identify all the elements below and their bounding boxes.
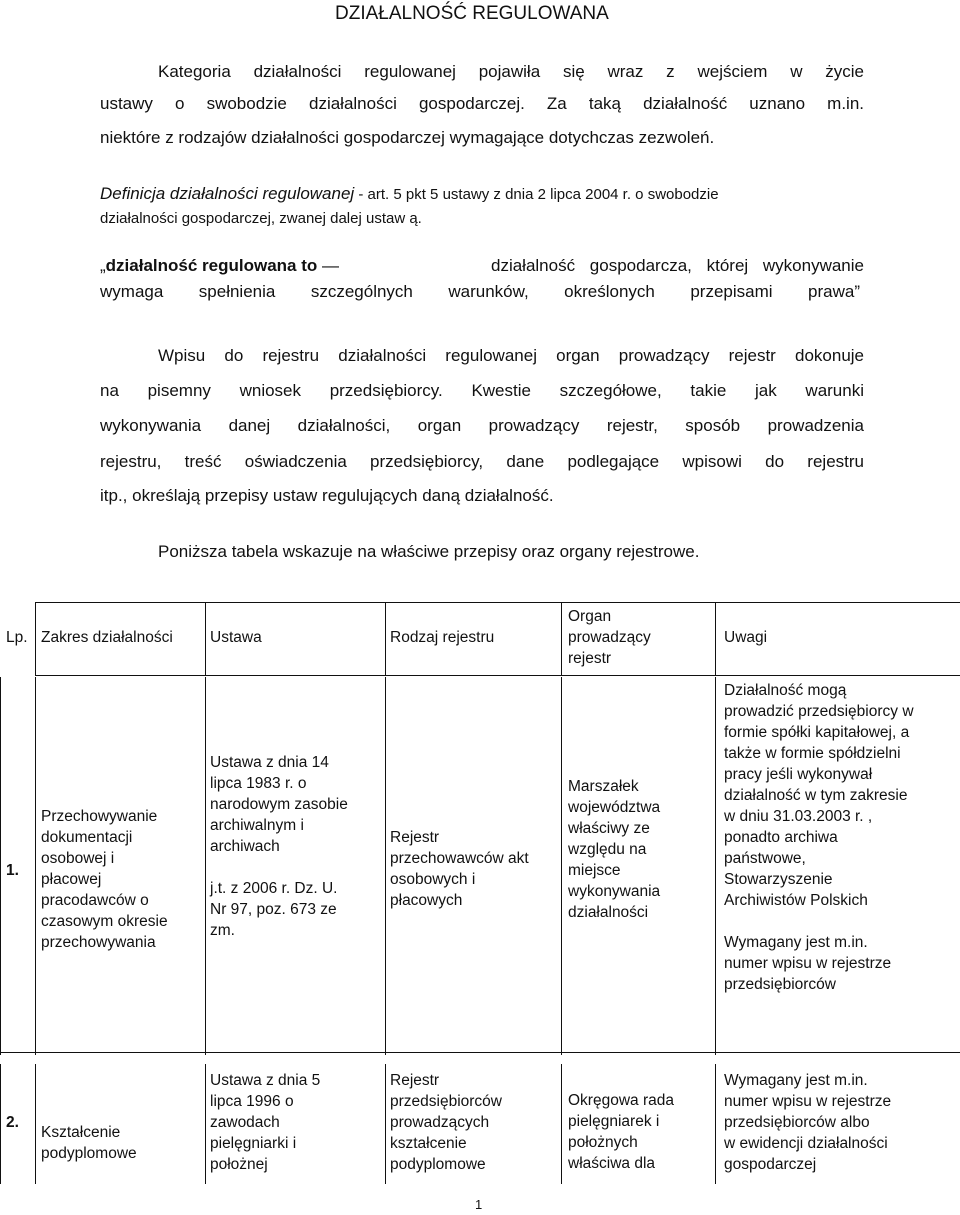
- cell-line: przedsiębiorców: [724, 976, 836, 993]
- header-organ-line: Organ: [568, 608, 612, 625]
- cell-line: zm.: [210, 922, 235, 939]
- cell-line: Wymagany jest m.in.: [724, 1072, 868, 1089]
- cell-line: Archiwistów Polskich: [724, 892, 868, 909]
- cell-line: w dniu 31.03.2003 r. ,: [724, 808, 873, 825]
- table-rule: [205, 677, 206, 1055]
- cell-line: [210, 857, 348, 878]
- paragraph2-line-5: itp., określają przepisy ustaw regulujących daną działalność.: [100, 486, 554, 505]
- cell-line: podyplomowe: [390, 1156, 486, 1173]
- table-rule: [715, 1064, 716, 1184]
- row2-lp: 2.: [6, 1114, 19, 1131]
- table-rule: [385, 602, 386, 675]
- row2-ustawa: [210, 1070, 320, 1175]
- cell-line: Ustawa z dnia 14: [210, 754, 329, 771]
- cell-line: względu na: [568, 841, 647, 858]
- quote-term: działalność regulowana to: [105, 256, 318, 275]
- definition-reference: - art. 5 pkt 5 ustawy z dnia 2 lipca 2004 r. o swobodzie: [354, 186, 719, 203]
- cell-line: formie spółki kapitałowej, a: [724, 724, 910, 741]
- quote-line-2-text: wymaga spełnienia szczególnych warunków, określonych przepisami prawa”: [100, 282, 860, 301]
- table-rule: [561, 677, 562, 1055]
- cell-line: archiwalnym i: [210, 817, 304, 834]
- header-rodzaj: Rodzaj rejestru: [390, 629, 495, 646]
- cell-line: ponadto archiwa: [724, 829, 838, 846]
- cell-line: czasowym okresie: [41, 913, 168, 930]
- table-rule: [561, 1064, 562, 1184]
- cell-line: wykonywania: [568, 883, 661, 900]
- cell-line: państwowe,: [724, 850, 806, 867]
- row2-uwagi: [724, 1070, 891, 1175]
- cell-line: Ustawa z dnia 5: [210, 1072, 321, 1089]
- cell-line: j.t. z 2006 r. Dz. U.: [210, 880, 338, 897]
- table-rule: [35, 602, 960, 603]
- paragraph2-line-4-text: rejestru, treść oświadczenia przedsiębiorcy, dane podlegające wpisowi do rejestru: [100, 452, 864, 471]
- cell-line: płacowych: [390, 892, 463, 909]
- cell-line: położnej: [210, 1156, 268, 1173]
- table-rule: [35, 602, 36, 675]
- cell-line: Działalność mogą: [724, 682, 847, 699]
- cell-line: pielęgniarek i: [568, 1113, 660, 1130]
- cell-line: Rejestr: [390, 1072, 440, 1089]
- cell-line: Nr 97, poz. 673 ze: [210, 901, 337, 918]
- cell-line: województwa: [568, 799, 661, 816]
- cell-line: kształcenie: [390, 1135, 467, 1152]
- definition-line-2: działalności gospodarczej, zwanej dalej ustaw ą.: [100, 210, 422, 227]
- cell-line: przedsiębiorców albo: [724, 1114, 870, 1131]
- row1-lp: 1.: [6, 862, 19, 879]
- quote-dash: —: [317, 256, 340, 275]
- cell-line: przechowawców akt: [390, 850, 529, 867]
- cell-line: dokumentacji: [41, 829, 133, 846]
- cell-line: gospodarczej: [724, 1156, 817, 1173]
- table-rule: [715, 602, 716, 675]
- cell-line: działalność w tym zakresie: [724, 787, 908, 804]
- table-rule: [715, 677, 716, 1055]
- cell-line: archiwach: [210, 838, 280, 855]
- cell-line: prowadzić przedsiębiorcy w: [724, 703, 914, 720]
- cell-line: Stowarzyszenie: [724, 871, 833, 888]
- cell-line: numer wpisu w rejestrze: [724, 955, 892, 972]
- table-rule: [385, 677, 386, 1055]
- cell-line: w ewidencji działalności: [724, 1135, 888, 1152]
- cell-line: [724, 911, 914, 932]
- cell-line: Wymagany jest m.in.: [724, 934, 868, 951]
- cell-line: płacowej: [41, 871, 102, 888]
- cell-line: numer wpisu w rejestrze: [724, 1093, 892, 1110]
- row2-zakres: [41, 1122, 137, 1164]
- page-number: 1: [475, 1197, 483, 1212]
- table-rule: [561, 602, 562, 675]
- quote-open-mark: „: [100, 256, 106, 275]
- cell-line: przedsiębiorców: [390, 1093, 502, 1110]
- cell-line: narodowym zasobie: [210, 796, 348, 813]
- cell-line: Okręgowa rada: [568, 1092, 674, 1109]
- row1-rodzaj: [390, 827, 529, 911]
- header-organ: [568, 606, 651, 669]
- row2-rodzaj: [390, 1070, 502, 1175]
- paragraph2-line-2-text: na pisemny wniosek przedsiębiorcy. Kwestie szczegółowe, takie jak warunki: [100, 381, 864, 400]
- cell-line: właściwa dla: [568, 1155, 656, 1172]
- table-rule: [35, 677, 36, 1055]
- header-organ-line: rejestr: [568, 650, 612, 667]
- cell-line: Rejestr: [390, 829, 440, 846]
- table-rule: [385, 1064, 386, 1184]
- row2-organ: [568, 1090, 674, 1174]
- cell-line: lipca 1996 o: [210, 1093, 294, 1110]
- cell-line: prowadzących: [390, 1114, 490, 1131]
- intro-line-2-text: ustawy o swobodzie działalności gospodarczej. Za taką działalność uznano m.in.: [100, 94, 864, 113]
- intro-line-1-text: Kategoria działalności regulowanej pojawiła się wraz z wejściem w życie: [158, 62, 864, 81]
- quote-rest: działalność gospodarcza, której wykonywanie: [490, 256, 864, 275]
- table-rule: [0, 677, 1, 1055]
- cell-line: podyplomowe: [41, 1145, 137, 1162]
- definition-label: Definicja działalności regulowanej: [100, 184, 355, 203]
- cell-line: przechowywania: [41, 934, 156, 951]
- cell-line: właściwy ze: [568, 820, 650, 837]
- page-title: DZIAŁALNOŚĆ REGULOWANA: [335, 3, 609, 24]
- paragraph2-line-3-text: wykonywania danej działalności, organ prowadzący rejestr, sposób prowadzenia: [100, 416, 864, 435]
- row1-zakres: [41, 806, 168, 953]
- cell-line: osobowych i: [390, 871, 476, 888]
- cell-line: pielęgniarki i: [210, 1135, 297, 1152]
- cell-line: osobowej i: [41, 850, 115, 867]
- row1-ustawa: [210, 752, 348, 941]
- cell-line: lipca 1983 r. o: [210, 775, 307, 792]
- cell-line: położnych: [568, 1134, 638, 1151]
- cell-line: pracy jeśli wykonywał: [724, 766, 873, 783]
- table-rule: [205, 1064, 206, 1184]
- cell-line: pracodawców o: [41, 892, 149, 909]
- cell-line: Marszałek: [568, 778, 639, 795]
- cell-line: Przechowywanie: [41, 808, 158, 825]
- table-rule: [205, 602, 206, 675]
- row1-uwagi: [724, 680, 914, 995]
- table-rule: [35, 1064, 36, 1184]
- cell-line: miejsce: [568, 862, 621, 879]
- header-organ-line: prowadzący: [568, 629, 651, 646]
- header-ustawa: Ustawa: [210, 629, 262, 646]
- cell-line: Kształcenie: [41, 1124, 121, 1141]
- table-rule: [35, 675, 960, 676]
- intro-line-3: niektóre z rodzajów działalności gospodarczej wymagające dotychczas zezwoleń.: [100, 128, 715, 147]
- paragraph2-line-1-text: Wpisu do rejestru działalności regulowanej organ prowadzący rejestr dokonuje: [158, 346, 864, 365]
- table-rule: [0, 1064, 1, 1184]
- table-intro: Poniższa tabela wskazuje na właściwe przepisy oraz organy rejestrowe.: [158, 542, 700, 561]
- header-uwagi: Uwagi: [724, 629, 768, 646]
- cell-line: zawodach: [210, 1114, 280, 1131]
- cell-line: także w formie spółdzielni: [724, 745, 901, 762]
- table-rule: [0, 1052, 960, 1053]
- cell-line: działalności: [568, 904, 649, 921]
- header-lp: Lp.: [6, 629, 28, 646]
- header-zakres: Zakres działalności: [41, 629, 173, 646]
- row1-organ: [568, 776, 660, 923]
